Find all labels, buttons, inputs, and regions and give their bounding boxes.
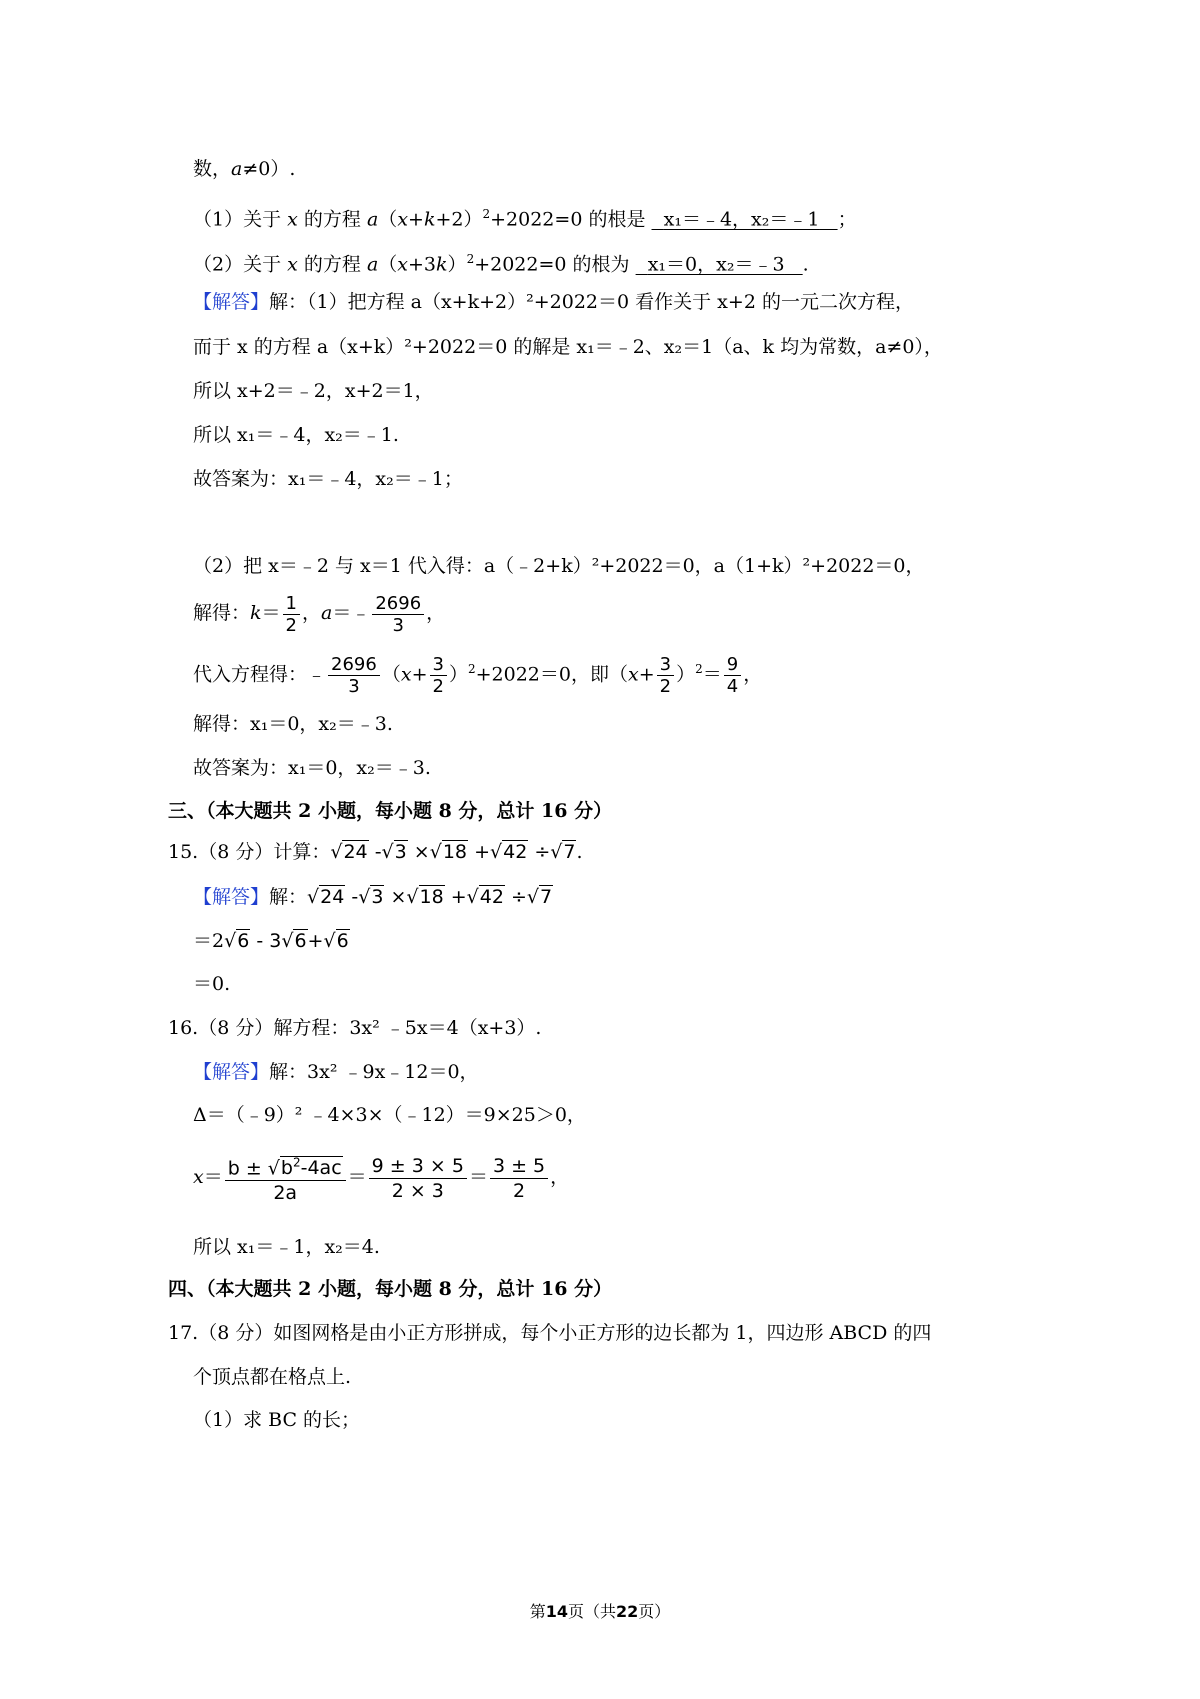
section-heading-4: 四、（本大题共 2 小题，每小题 8 分，总计 16 分） — [168, 1278, 613, 1300]
fraction: $\frac{9}{4}$ — [724, 654, 741, 697]
problem-15: 15.（8 分）计算：√24 -√3 ×√18 +√42 ÷√7. — [168, 841, 583, 863]
question-2: （2）关于 x 的方程 $a(x+3k)^2+2022=0$ 的根为 x₁＝0，x₂＝﹣3 . — [193, 252, 809, 276]
solution-line: 而于 x 的方程 a（x+k）²+2022＝0 的解是 x₁＝﹣2、x₂＝1（a、k 均为常数，a≠0）， — [193, 336, 943, 358]
page-number: 14 — [545, 1602, 568, 1621]
solution-line: ＝0. — [193, 973, 231, 995]
solution-line: ＝2√6 - 3√6+√6 — [193, 930, 349, 952]
text-line: 数，a≠0）. — [193, 158, 296, 180]
solution-line: 所以 x+2＝﹣2，x+2＝1， — [193, 380, 434, 402]
problem-16: 16.（8 分）解方程：3x² ﹣5x＝4（x+3）. — [168, 1017, 542, 1039]
solution-line: 所以 x₁＝﹣4，x₂＝﹣1. — [193, 424, 399, 446]
answer-blank-2: x₁＝0，x₂＝﹣3 — [647, 253, 785, 276]
solution-line: 【解答】解：（1）把方程 a（x+k+2）²+2022＝0 看作关于 x+2 的一元二次方程， — [193, 291, 914, 313]
solution-line: 解得：x₁＝0，x₂＝﹣3. — [193, 713, 393, 735]
answer-blank-1: x₁＝﹣4，x₂＝﹣1 — [663, 208, 820, 231]
question-1: （1）关于 x 的方程 $a(x+k+2)^2+2022=0$ 的根是 x₁＝﹣4，x₂＝﹣1 ； — [193, 207, 857, 231]
fraction: $\frac{b \pm √b^2-4ac}{2a}$ — [225, 1151, 346, 1205]
solution-line: 故答案为：x₁＝0，x₂＝﹣3. — [193, 757, 431, 779]
quadratic-formula: x＝ $\frac{b \pm √b^2-4ac}{2a}$ ＝ $\frac{9 \pm 3 \times 5}{2 \times 3}$ ＝ $\frac{3 \pm 5}{2}$ ， — [193, 1146, 569, 1208]
solution-tag: 【解答】 — [193, 291, 270, 313]
fraction: $\frac{3}{2}$ — [430, 654, 447, 697]
fraction: $\frac{3 \pm 5}{2}$ — [490, 1154, 548, 1203]
fraction: $\frac{2696}{3}$ — [372, 593, 424, 636]
fraction: $\frac{9 \pm 3 \times 5}{2 \times 3}$ — [369, 1154, 467, 1203]
solution-line: 故答案为：x₁＝﹣4，x₂＝﹣1； — [193, 468, 463, 490]
solution-line: Δ＝（﹣9）² ﹣4×3×（﹣12）＝9×25＞0， — [193, 1104, 586, 1126]
fraction: $\frac{1}{2}$ — [283, 593, 300, 636]
problem-17-cont: 个顶点都在格点上. — [193, 1366, 352, 1388]
problem-17-part-1: （1）求 BC 的长； — [193, 1409, 361, 1431]
fraction: $\frac{3}{2}$ — [657, 654, 674, 697]
solution-line: （2）把 x＝﹣2 与 x＝1 代入得：a（﹣2+k）²+2022＝0，a（1+k）²+2022＝0， — [193, 555, 925, 577]
problem-17: 17.（8 分）如图网格是由小正方形拼成，每个小正方形的边长都为 1，四边形 ABCD 的四 — [168, 1322, 932, 1344]
total-pages: 22 — [616, 1602, 639, 1621]
solution-line: 【解答】解：√24 -√3 ×√18 +√42 ÷√7 — [193, 886, 553, 908]
fraction: $\frac{2696}{3}$ — [328, 654, 380, 697]
solution-line: 所以 x₁＝﹣1，x₂＝4. — [193, 1236, 380, 1258]
solution-line: 代入方程得：﹣ $\frac{2696}{3}$ （x+ $\frac{3}{2}$ ）$^2$+2022＝0，即（x+ $\frac{3}{2}$ ）$^2$＝ $\frac{9}{4}$ ， — [193, 653, 763, 697]
section-heading-3: 三、（本大题共 2 小题，每小题 8 分，总计 16 分） — [168, 800, 613, 822]
solution-line: 【解答】解：3x² ﹣9x﹣12＝0， — [193, 1061, 479, 1083]
solution-line: 解得：k＝ $\frac{1}{2}$ ，a＝﹣ $\frac{2696}{3}$ ， — [193, 592, 446, 636]
page-footer: 第14页（共22页） — [529, 1602, 671, 1621]
